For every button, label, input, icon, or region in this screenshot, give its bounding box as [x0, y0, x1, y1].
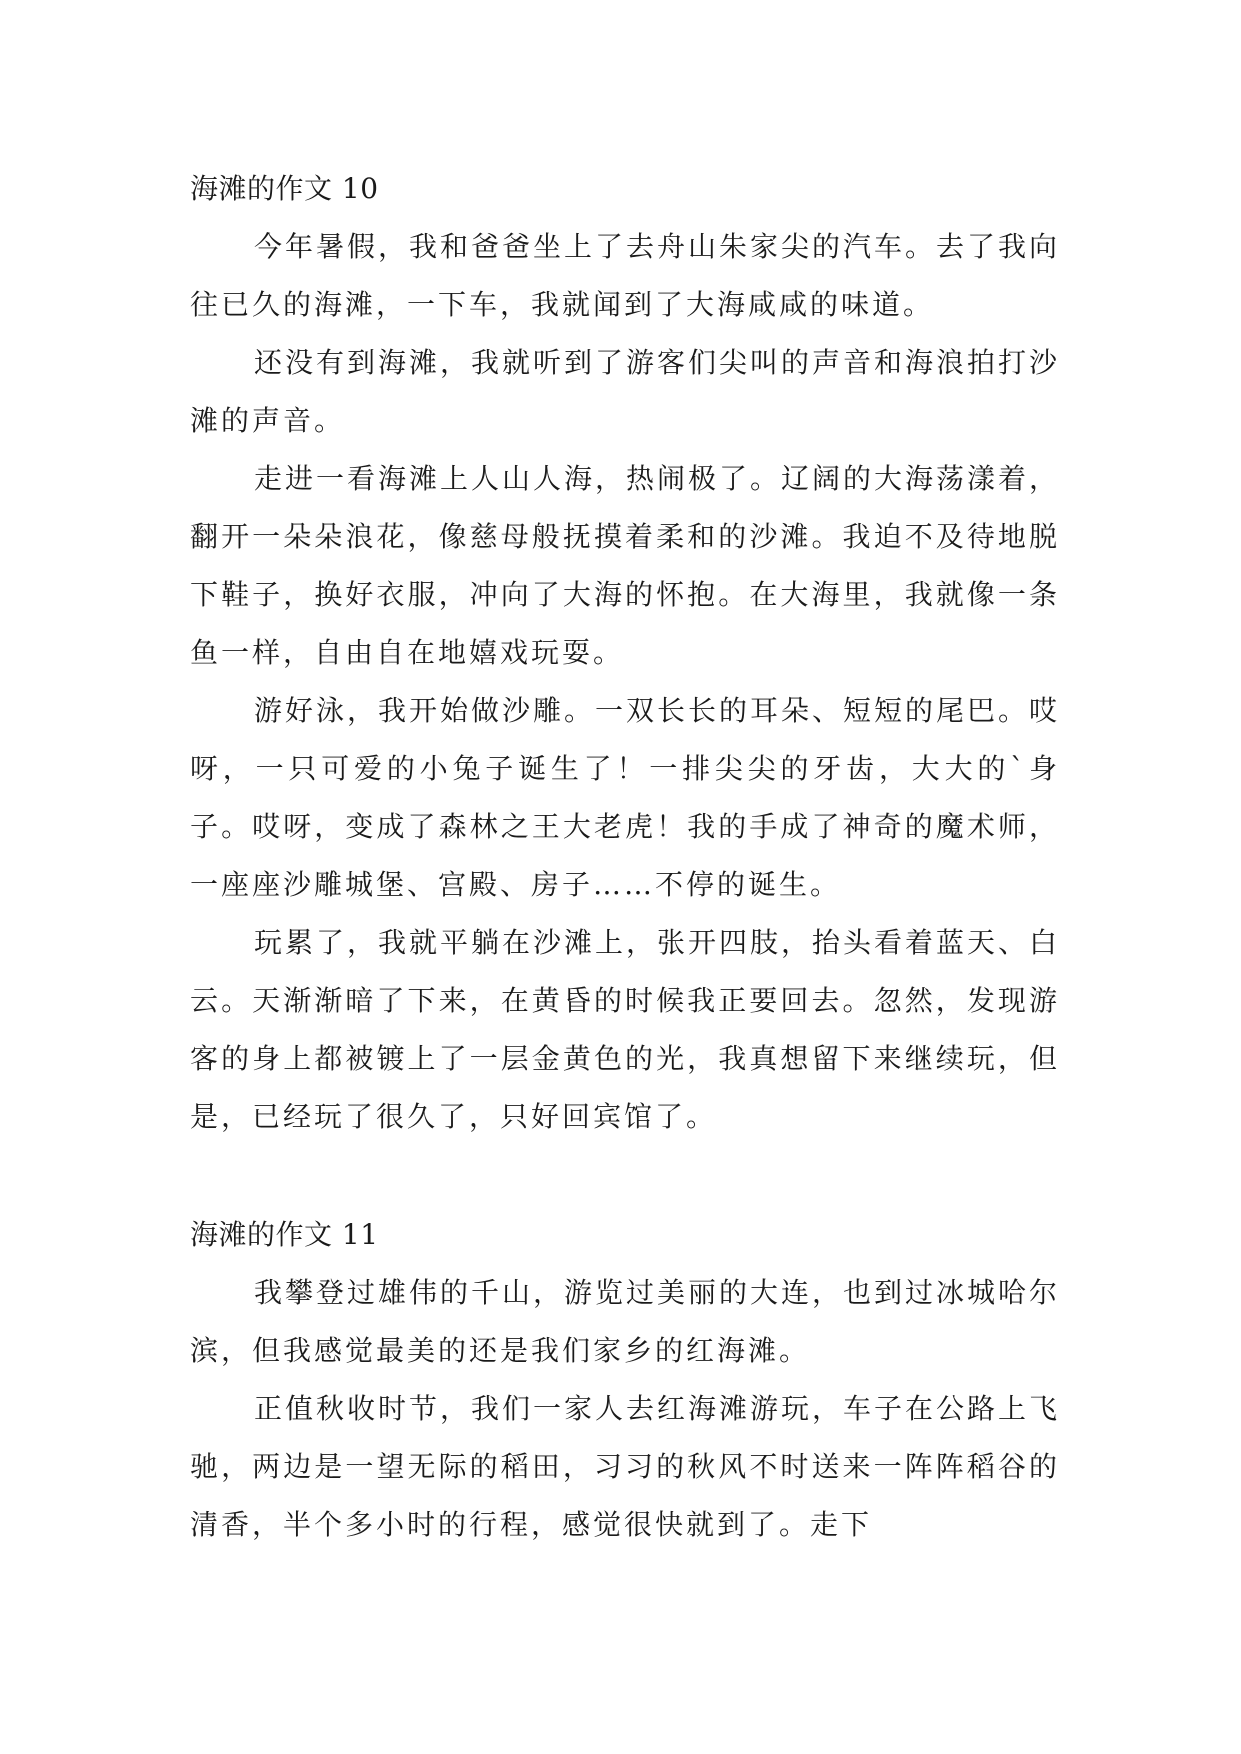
essay-paragraph: 今年暑假，我和爸爸坐上了去舟山朱家尖的汽车。去了我向往已久的海滩，一下车，我就闻到了大海咸咸的味道。 [190, 230, 1061, 321]
document-body [190, 160, 1060, 1554]
essay-paragraph: 游好泳，我开始做沙雕。一双长长的耳朵、短短的尾巴。哎呀，一只可爱的小兔子诞生了！一排尖尖的牙齿，大大的`身子。哎呀，变成了森林之王大老虎！我的手成了神奇的魔术师，一座座沙雕城堡、宫殿、房子……不停的诞生。 [190, 694, 1061, 901]
essay-section-10 [190, 160, 1060, 1146]
essay-paragraph: 玩累了，我就平躺在沙滩上，张开四肢，抬头看着蓝天、白云。天渐渐暗了下来，在黄昏的时候我正要回去。忽然，发现游客的身上都被镀上了一层金黄色的光，我真想留下来继续玩，但是，已经玩了很久了，只好回宾馆了。 [190, 926, 1061, 1133]
essay-paragraph: 还没有到海滩，我就听到了游客们尖叫的声音和海浪拍打沙滩的声音。 [190, 346, 1061, 437]
essay-title: 海滩的作文 10 [190, 172, 379, 205]
essay-paragraph: 走进一看海滩上人山人海，热闹极了。辽阔的大海荡漾着，翻开一朵朵浪花，像慈母般抚摸着柔和的沙滩。我迫不及待地脱下鞋子，换好衣服，冲向了大海的怀抱。在大海里，我就像一条鱼一样，自由自在地嬉戏玩耍。 [190, 462, 1061, 669]
essay-title: 海滩的作文 11 [190, 1218, 379, 1251]
essay-paragraph: 我攀登过雄伟的千山，游览过美丽的大连，也到过冰城哈尔滨，但我感觉最美的还是我们家乡的红海滩。 [190, 1276, 1061, 1367]
essay-paragraph: 正值秋收时节，我们一家人去红海滩游玩，车子在公路上飞驰，两边是一望无际的稻田，习习的秋风不时送来一阵阵稻谷的清香，半个多小时的行程，感觉很快就到了。走下 [190, 1392, 1061, 1541]
essay-section-11 [190, 1206, 1060, 1554]
